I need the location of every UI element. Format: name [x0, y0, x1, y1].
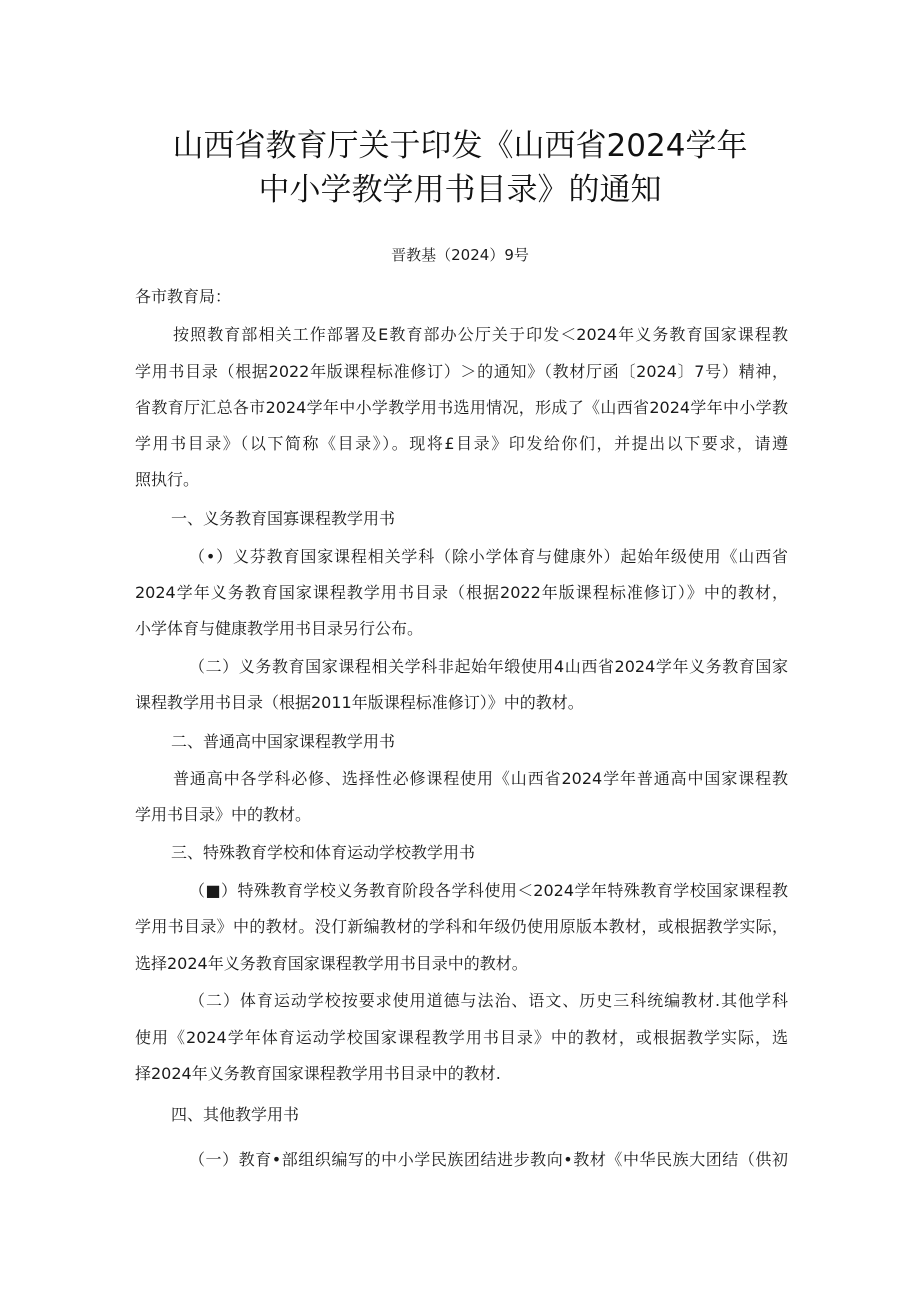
section-3-item-2-line: （二）体育运动学校按要求使用道德与法治、语文、历史三科统编教材.其他学科	[189, 991, 788, 1010]
addressee: 各市教育局：	[135, 287, 232, 306]
document-title-line-1: 山西省教育厅关于印发《山西省2024学年	[172, 128, 748, 164]
section-1-item-1-line: 小学体育与健康教学用书目录另行公布。	[135, 619, 424, 638]
section-2-heading: 二、普通高中国家课程教学用书	[171, 732, 396, 751]
document-number: 晋教基（2024）9号	[391, 246, 529, 264]
section-1-item-1-line: （•）义芬教育国家课程相关学科（除小学体育与健康外）起始年级使用《山西省	[189, 547, 788, 566]
intro-line: 学用书目录》（以下简称《目录》）。现将£目录》印发给你们，并提出以下要求，请遵	[135, 434, 788, 453]
section-1-item-1-line: 2024学年义务教育国家课程教学用书目录（根据2022年版课程标准修订）》中的教材，	[135, 583, 788, 602]
document-title-line-2: 中小学教学用书目录》的通知	[258, 172, 662, 208]
intro-line: 照执行。	[135, 470, 200, 489]
section-2-body-line: 普通高中各学科必修、选择性必修课程使用《山西省2024学年普通高中国家课程教	[173, 769, 788, 788]
section-3-item-1-line: 选择2024年义务教育国家课程教学用书目录中的教材。	[135, 954, 528, 973]
intro-line: 按照教育部相关工作部署及E教育部办公厅关于印发＜2024年义务教育国家课程教	[173, 325, 788, 344]
section-3-item-2-line: 择2024年义务教育国家课程教学用书目录中的教材.	[135, 1064, 501, 1083]
section-4-heading: 四、其他教学用书	[171, 1105, 300, 1124]
section-3-item-2-line: 使用《2024学年体育运动学校国家课程教学用书目录》中的教材，或根据教学实际，选	[135, 1028, 788, 1047]
section-3-item-1-line: （■）特殊教育学校义务教育阶段各学科使用＜2024学年特殊教育学校国家课程教	[189, 881, 788, 900]
section-1-heading: 一、义务教育国寡课程教学用书	[171, 509, 396, 528]
section-4-item-1-line: （一）教育•部组织编写的中小学民族团结进步教向•教材《中华民族大团结（供初	[189, 1150, 788, 1169]
section-1-item-2-line: 课程教学用书目录（根据2011年版课程标准修订）》中的教材。	[135, 693, 584, 712]
intro-line: 学用书目录（根据2022年版课程标准修订）＞的通知》（教材厅函〔2024〕7号）精神，	[135, 362, 788, 381]
section-3-item-1-line: 学用书目录》中的教材。没仃新编教材的学科和年级仍使用原版本教材，或根据教学实际，	[135, 917, 788, 936]
section-2-body-line: 学用书目录》中的教材。	[135, 805, 312, 824]
section-3-heading: 三、特殊教育学校和体育运动学校教学用书	[171, 843, 476, 862]
section-1-item-2-line: （二）义务教育国家课程相关学科非起始年缎使用4山西省2024学年义务教育国家	[189, 657, 788, 676]
intro-line: 省教育厅汇总各市2024学年中小学教学用书选用情况，形成了《山西省2024学年中小学教	[135, 398, 788, 417]
